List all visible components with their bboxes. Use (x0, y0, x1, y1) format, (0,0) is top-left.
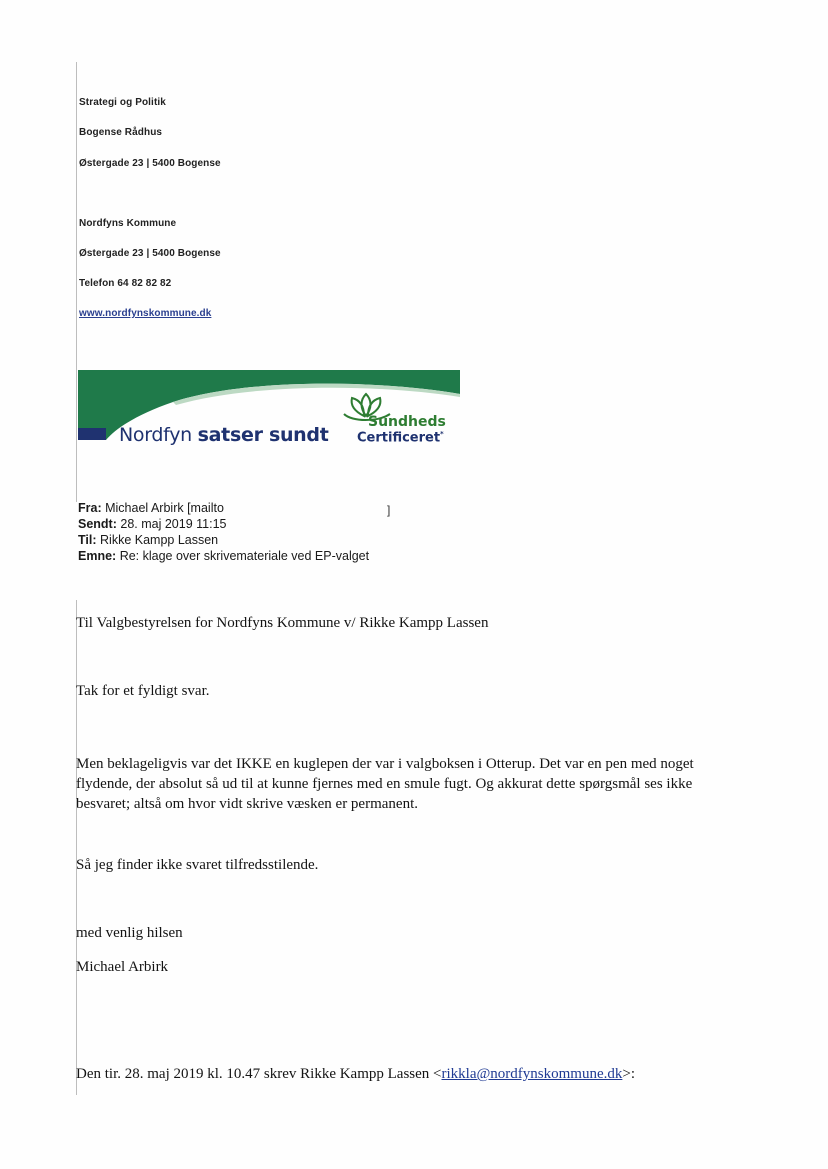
email-subject (78, 549, 369, 563)
signature-building: Bogense Rådhus (79, 127, 163, 138)
to-value: Rikke Kampp Lassen (100, 533, 219, 547)
signature-website-link[interactable]: www.nordfynskommune.dk (79, 308, 212, 319)
to-label: Til: (78, 533, 97, 547)
signature-org-address: Østergade 23 | 5400 Bogense (79, 248, 221, 259)
certificate-line-2 (357, 430, 444, 445)
thanks-line: Tak for et fyldigt svar. (76, 683, 210, 699)
quote-suffix: >: (622, 1066, 636, 1082)
subject-label: Emne: (78, 549, 117, 563)
conclusion-line: Så jeg finder ikke svaret tilfredsstilende. (76, 857, 319, 873)
slogan-bold: satser sundt (197, 424, 329, 446)
quoted-reply-line (76, 1066, 635, 1083)
sent-value: 28. maj 2019 11:15 (120, 517, 227, 531)
email-from (78, 501, 224, 515)
quote-email-link[interactable]: rikkla@nordfynskommune.dk (441, 1066, 623, 1082)
from-label: Fra: (78, 501, 102, 515)
sent-label: Sendt: (78, 517, 117, 531)
email-sent (78, 517, 226, 531)
greeting-line: Til Valgbestyrelsen for Nordfyns Kommune v/ Rikke Kampp Lassen (76, 615, 489, 631)
signature-department: Strategi og Politik (79, 97, 166, 108)
signer-name: Michael Arbirk (76, 959, 169, 975)
quote-prefix: Den tir. 28. maj 2019 kl. 10.47 skrev Rikke Kampp Lassen < (76, 1066, 442, 1082)
certificate-line-1: Sundheds (368, 414, 446, 430)
subject-value: Re: klage over skrivemateriale ved EP-valget (119, 549, 370, 563)
banner-slogan (119, 424, 329, 446)
signature-organization: Nordfyns Kommune (79, 218, 177, 229)
certificate-mark: * (440, 430, 444, 438)
signature-address: Østergade 23 | 5400 Bogense (79, 158, 221, 169)
email-to (78, 533, 218, 547)
certificate-label: Certificeret (357, 430, 441, 446)
signature-phone: Telefon 64 82 82 82 (79, 278, 172, 289)
margin-line-top (76, 62, 77, 502)
from-value: Michael Arbirk [mailto (105, 501, 224, 515)
slogan-regular: Nordfyn (119, 424, 198, 446)
complaint-paragraph: Men beklageligvis var det IKKE en kuglepen der var i valgboksen i Otterup. Det var en pen med noget flydende, der absolut så ud til at kunne fjernes med en smule fugt. Og akkurat dette spørgsmål ses ikke besvaret; altså om hvor vidt skrive væsken er permanent. (76, 756, 694, 812)
from-bracket: ] (387, 503, 391, 517)
closing-line: med venlig hilsen (76, 925, 183, 941)
margin-line-bottom (76, 600, 77, 1095)
